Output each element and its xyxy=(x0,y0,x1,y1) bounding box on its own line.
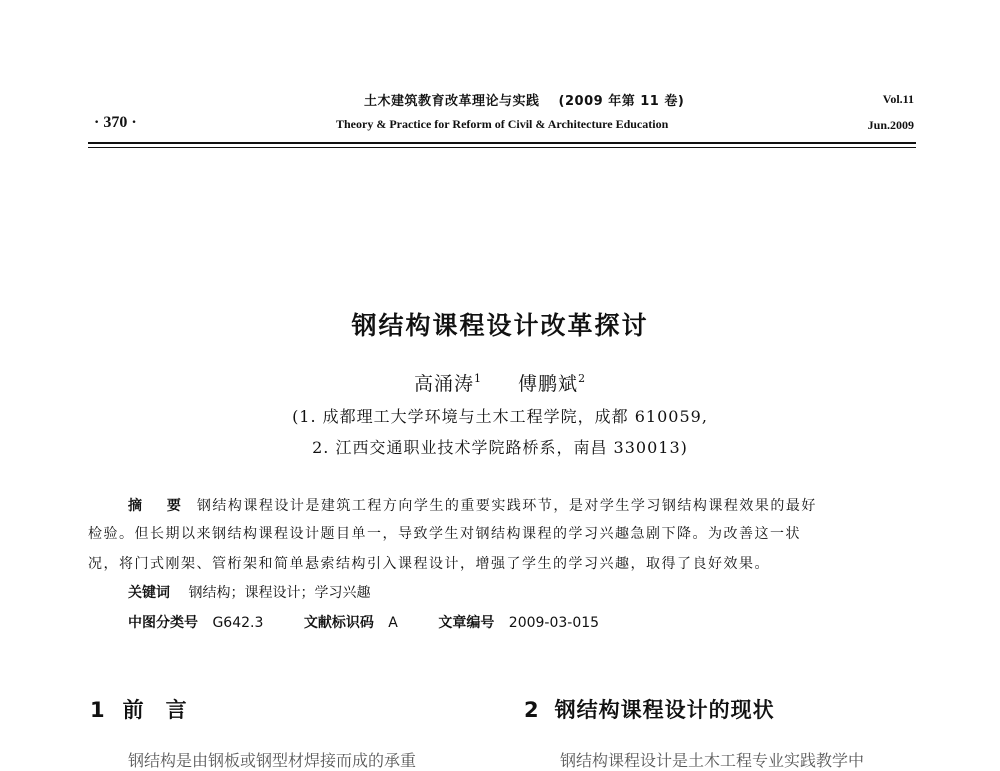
page-number: · 370 · xyxy=(94,114,137,131)
section-2-number: 2 xyxy=(524,698,539,722)
abstract-line-2: 检验。但长期以来钢结构课程设计题目单一，导致学生对钢结构课程的学习兴趣急剧下降。为改善这一状 xyxy=(88,526,801,542)
author-2-affil-mark: 2 xyxy=(578,372,587,385)
section-2-title: 钢结构课程设计的现状 xyxy=(554,698,775,722)
section-heading-1 xyxy=(90,694,209,724)
article-id-label: 文章编号 xyxy=(438,615,495,631)
keywords-value: 钢结构；课程设计；学习兴趣 xyxy=(188,585,371,601)
doc-code-value: A xyxy=(388,615,398,631)
abstract-text-1: 钢结构课程设计是建筑工程方向学生的重要实践环节，是对学生学习钢结构课程效果的最好 xyxy=(196,498,817,514)
abstract-label: 摘 要 xyxy=(128,498,191,514)
keywords-line xyxy=(128,582,370,602)
affiliation-1: (1. 成都理工大学环境与土木工程学院，成都 610059, xyxy=(292,407,708,426)
journal-name-cn: 土木建筑教育改革理论与实践 xyxy=(364,94,540,109)
author-1-name: 高涌涛 xyxy=(413,373,474,395)
journal-year-volume: (2009 年第 11 卷) xyxy=(558,94,685,109)
classification-line xyxy=(128,612,635,632)
affiliation-2: 2. 江西交通职业技术学院路桥系，南昌 330013) xyxy=(312,438,688,457)
section-1-number: 1 xyxy=(90,698,107,722)
doc-code-label: 文献标识码 xyxy=(303,615,374,631)
article-id-value: 2009-03-015 xyxy=(508,615,600,631)
author-2-name: 傅鹏斌 xyxy=(518,373,579,395)
volume-label: Vol.11 xyxy=(882,92,914,106)
clc-label: 中图分类号 xyxy=(128,615,198,631)
abstract-line-3: 况，将门式刚架、管桁架和简单悬索结构引入课程设计，增强了学生的学习兴趣，取得了良好效果。 xyxy=(88,556,770,572)
clc-value: G642.3 xyxy=(212,615,264,631)
section-1-title: 前言 xyxy=(122,698,209,722)
abstract-line-1 xyxy=(128,495,817,515)
header-rule-thick xyxy=(88,142,916,144)
author-line xyxy=(0,369,1000,396)
body-text-col-1-cut: 钢结构是由钢板或钢型材焊接而成的承重 xyxy=(128,751,417,770)
section-heading-2 xyxy=(524,694,775,724)
journal-header-cn xyxy=(364,90,684,109)
keywords-label: 关键词 xyxy=(128,585,170,601)
body-text-col-2-cut: 钢结构课程设计是土木工程专业实践教学中 xyxy=(560,751,865,770)
issue-date: Jun.2009 xyxy=(867,118,914,132)
header-rule-thin xyxy=(88,147,916,148)
author-1-affil-mark: 1 xyxy=(473,372,482,385)
article-title: 钢结构课程设计改革探讨 xyxy=(351,311,649,340)
journal-name-en: Theory & Practice for Reform of Civil & Architecture Education xyxy=(336,117,669,131)
